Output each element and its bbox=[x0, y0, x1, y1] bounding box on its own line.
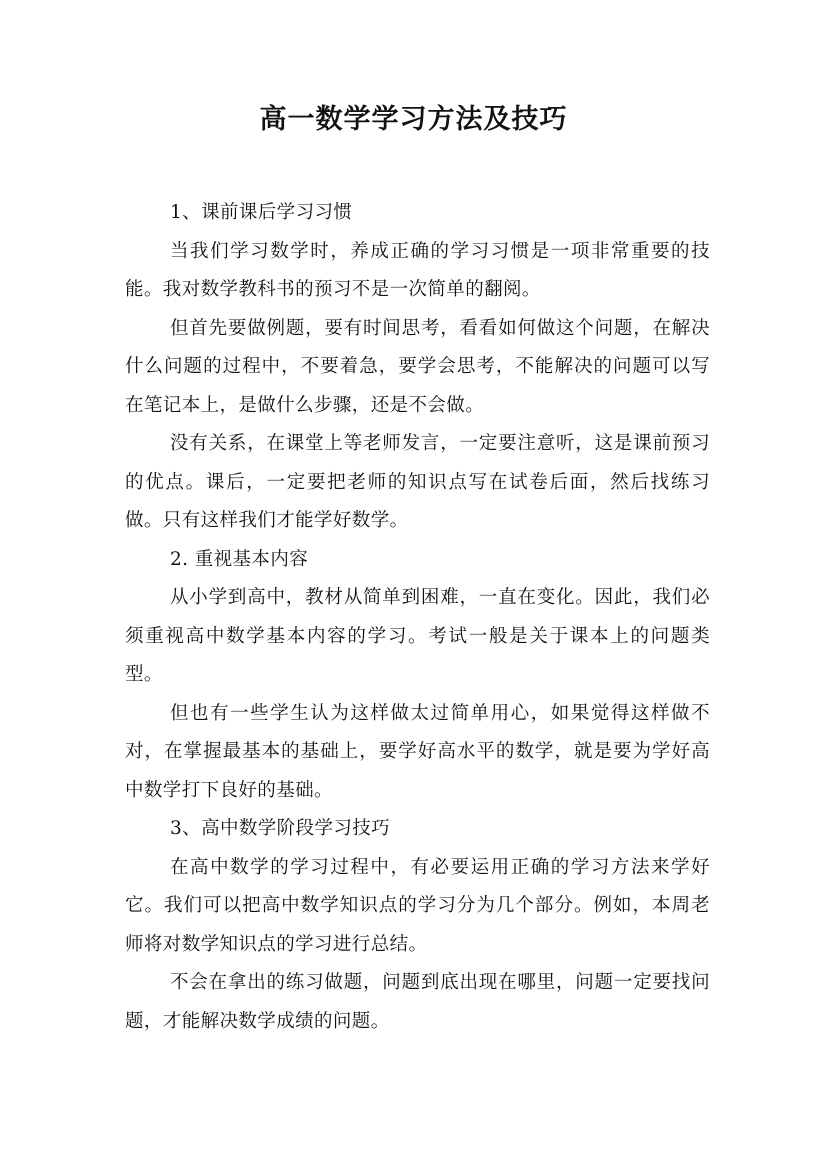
section-heading-3: 3、高中数学阶段学习技巧 bbox=[170, 818, 391, 839]
paragraph-3: 没有关系，在课堂上等老师发言，一定要注意听，这是课前预习的优点。课后，一定要把老师的知识点写在试卷后面，然后找练习做。只有这样我们才能学好数学。 bbox=[125, 433, 710, 531]
paragraph-7: 不会在拿出的练习做题，问题到底出现在哪里，问题一定要找问题，才能解决数学成绩的问题。 bbox=[125, 972, 710, 1032]
paragraph-1: 当我们学习数学时，养成正确的学习习惯是一项非常重要的技能。我对数学教科书的预习不是一次简单的翻阅。 bbox=[125, 240, 710, 300]
paragraph-5: 但也有一些学生认为这样做太过简单用心，如果觉得这样做不对，在掌握最基本的基础上，要学好高水平的数学，就是要为学好高中数学打下良好的基础。 bbox=[125, 702, 710, 801]
document-title: 高一数学学习方法及技巧 bbox=[259, 104, 568, 135]
section-heading-1: 1、课前课后学习习惯 bbox=[170, 202, 353, 223]
paragraph-6: 在高中数学的学习过程中，有必要运用正确的学习方法来学好它。我们可以把高中数学知识点的学习分为几个部分。例如，本周老师将对数学知识点的学习进行总结。 bbox=[125, 856, 710, 955]
section-heading-2: 2. 重视基本内容 bbox=[170, 548, 309, 570]
paragraph-4: 从小学到高中，教材从简单到困难，一直在变化。因此，我们必须重视高中数学基本内容的学习。考试一般是关于课本上的问题类型。 bbox=[125, 587, 710, 685]
document-body bbox=[125, 194, 710, 1041]
paragraph-2: 但首先要做例题，要有时间思考，看看如何做这个问题，在解决什么问题的过程中，不要着急，要学会思考，不能解决的问题可以写在笔记本上，是做什么步骤，还是不会做。 bbox=[125, 317, 710, 416]
